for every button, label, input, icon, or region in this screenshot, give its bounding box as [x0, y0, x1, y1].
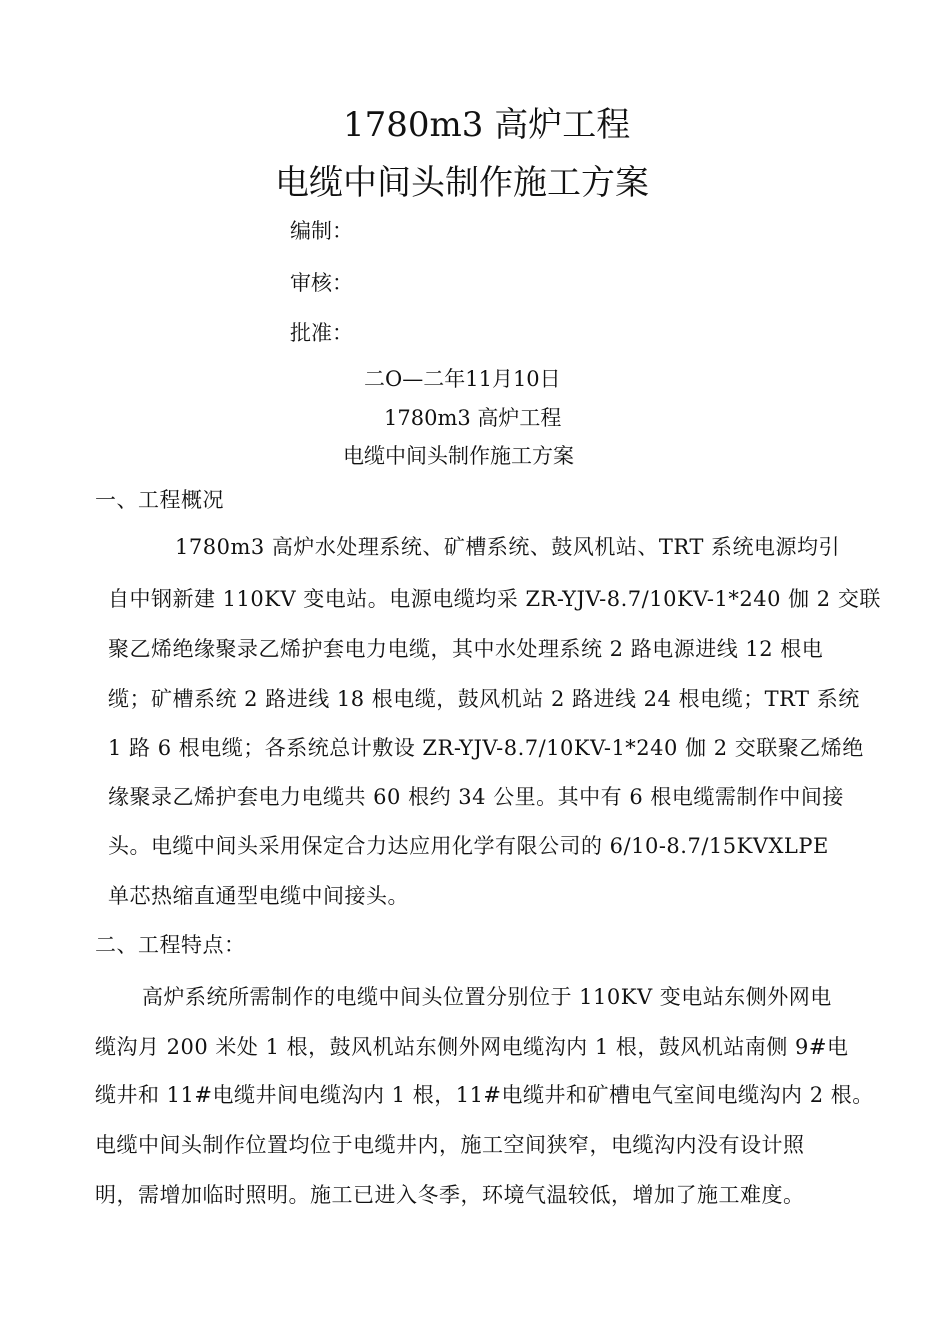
approved-label: 批准： — [290, 321, 353, 345]
cover-title-1: 1780m3 高炉工程 — [343, 105, 631, 145]
section1-line: 头。电缆中间头采用保定合力达应用化学有限公司的 6/10-8.7/15KVXLPE — [108, 834, 829, 858]
section1-line: 单芯热缩直通型电缆中间接头。 — [108, 884, 409, 908]
section1-line: 1 路 6 根电缆；各系统总计敷设 ZR-YJV-8.7/10KV-1*240 伽 2 交联聚乙烯绝 — [108, 736, 864, 760]
section1-line: 缘聚录乙烯护套电力电缆共 60 根约 34 公里。其中有 6 根电缆需制作中间接 — [108, 785, 844, 809]
section2-line: 缆井和 11#电缆井间电缆沟内 1 根，11#电缆井和矿槽电气室间电缆沟内 2 根。 — [95, 1083, 874, 1107]
section2-line: 缆沟月 200 米处 1 根，鼓风机站东侧外网电缆沟内 1 根，鼓风机站南侧 9#电 — [95, 1035, 849, 1059]
section2-heading: 二、工程特点： — [95, 933, 246, 957]
section2-line: 电缆中间头制作位置均位于电缆井内，施工空间狭窄，电缆沟内没有设计照 — [95, 1133, 805, 1157]
cover-title-2: 电缆中间头制作施工方案 — [275, 163, 649, 203]
section1-line: 聚乙烯绝缘聚录乙烯护套电力电缆，其中水处理系统 2 路电源进线 12 根电 — [108, 637, 824, 661]
cover-date: 二O—二年11月10日 — [364, 367, 561, 391]
doc-title-2: 电缆中间头制作施工方案 — [343, 444, 574, 468]
doc-title-1: 1780m3 高炉工程 — [384, 406, 562, 430]
section1-line: 1780m3 高炉水处理系统、矿槽系统、鼓风机站、TRT 系统电源均引 — [175, 535, 841, 559]
reviewed-label: 审核： — [290, 271, 353, 295]
compiled-label: 编制： — [290, 219, 353, 243]
section2-line: 高炉系统所需制作的电缆中间头位置分别位于 110KV 变电站东侧外网电 — [142, 985, 832, 1009]
section1-line: 自中钢新建 110KV 变电站。电源电缆均采 ZR-YJV-8.7/10KV-1*240 伽 2 交联 — [108, 587, 881, 611]
section1-line: 缆；矿槽系统 2 路进线 18 根电缆，鼓风机站 2 路进线 24 根电缆；TRT 系统 — [108, 687, 860, 711]
section2-line: 明，需增加临时照明。施工已进入冬季，环境气温较低，增加了施工难度。 — [95, 1183, 805, 1207]
section1-heading: 一、工程概况 — [95, 488, 224, 512]
